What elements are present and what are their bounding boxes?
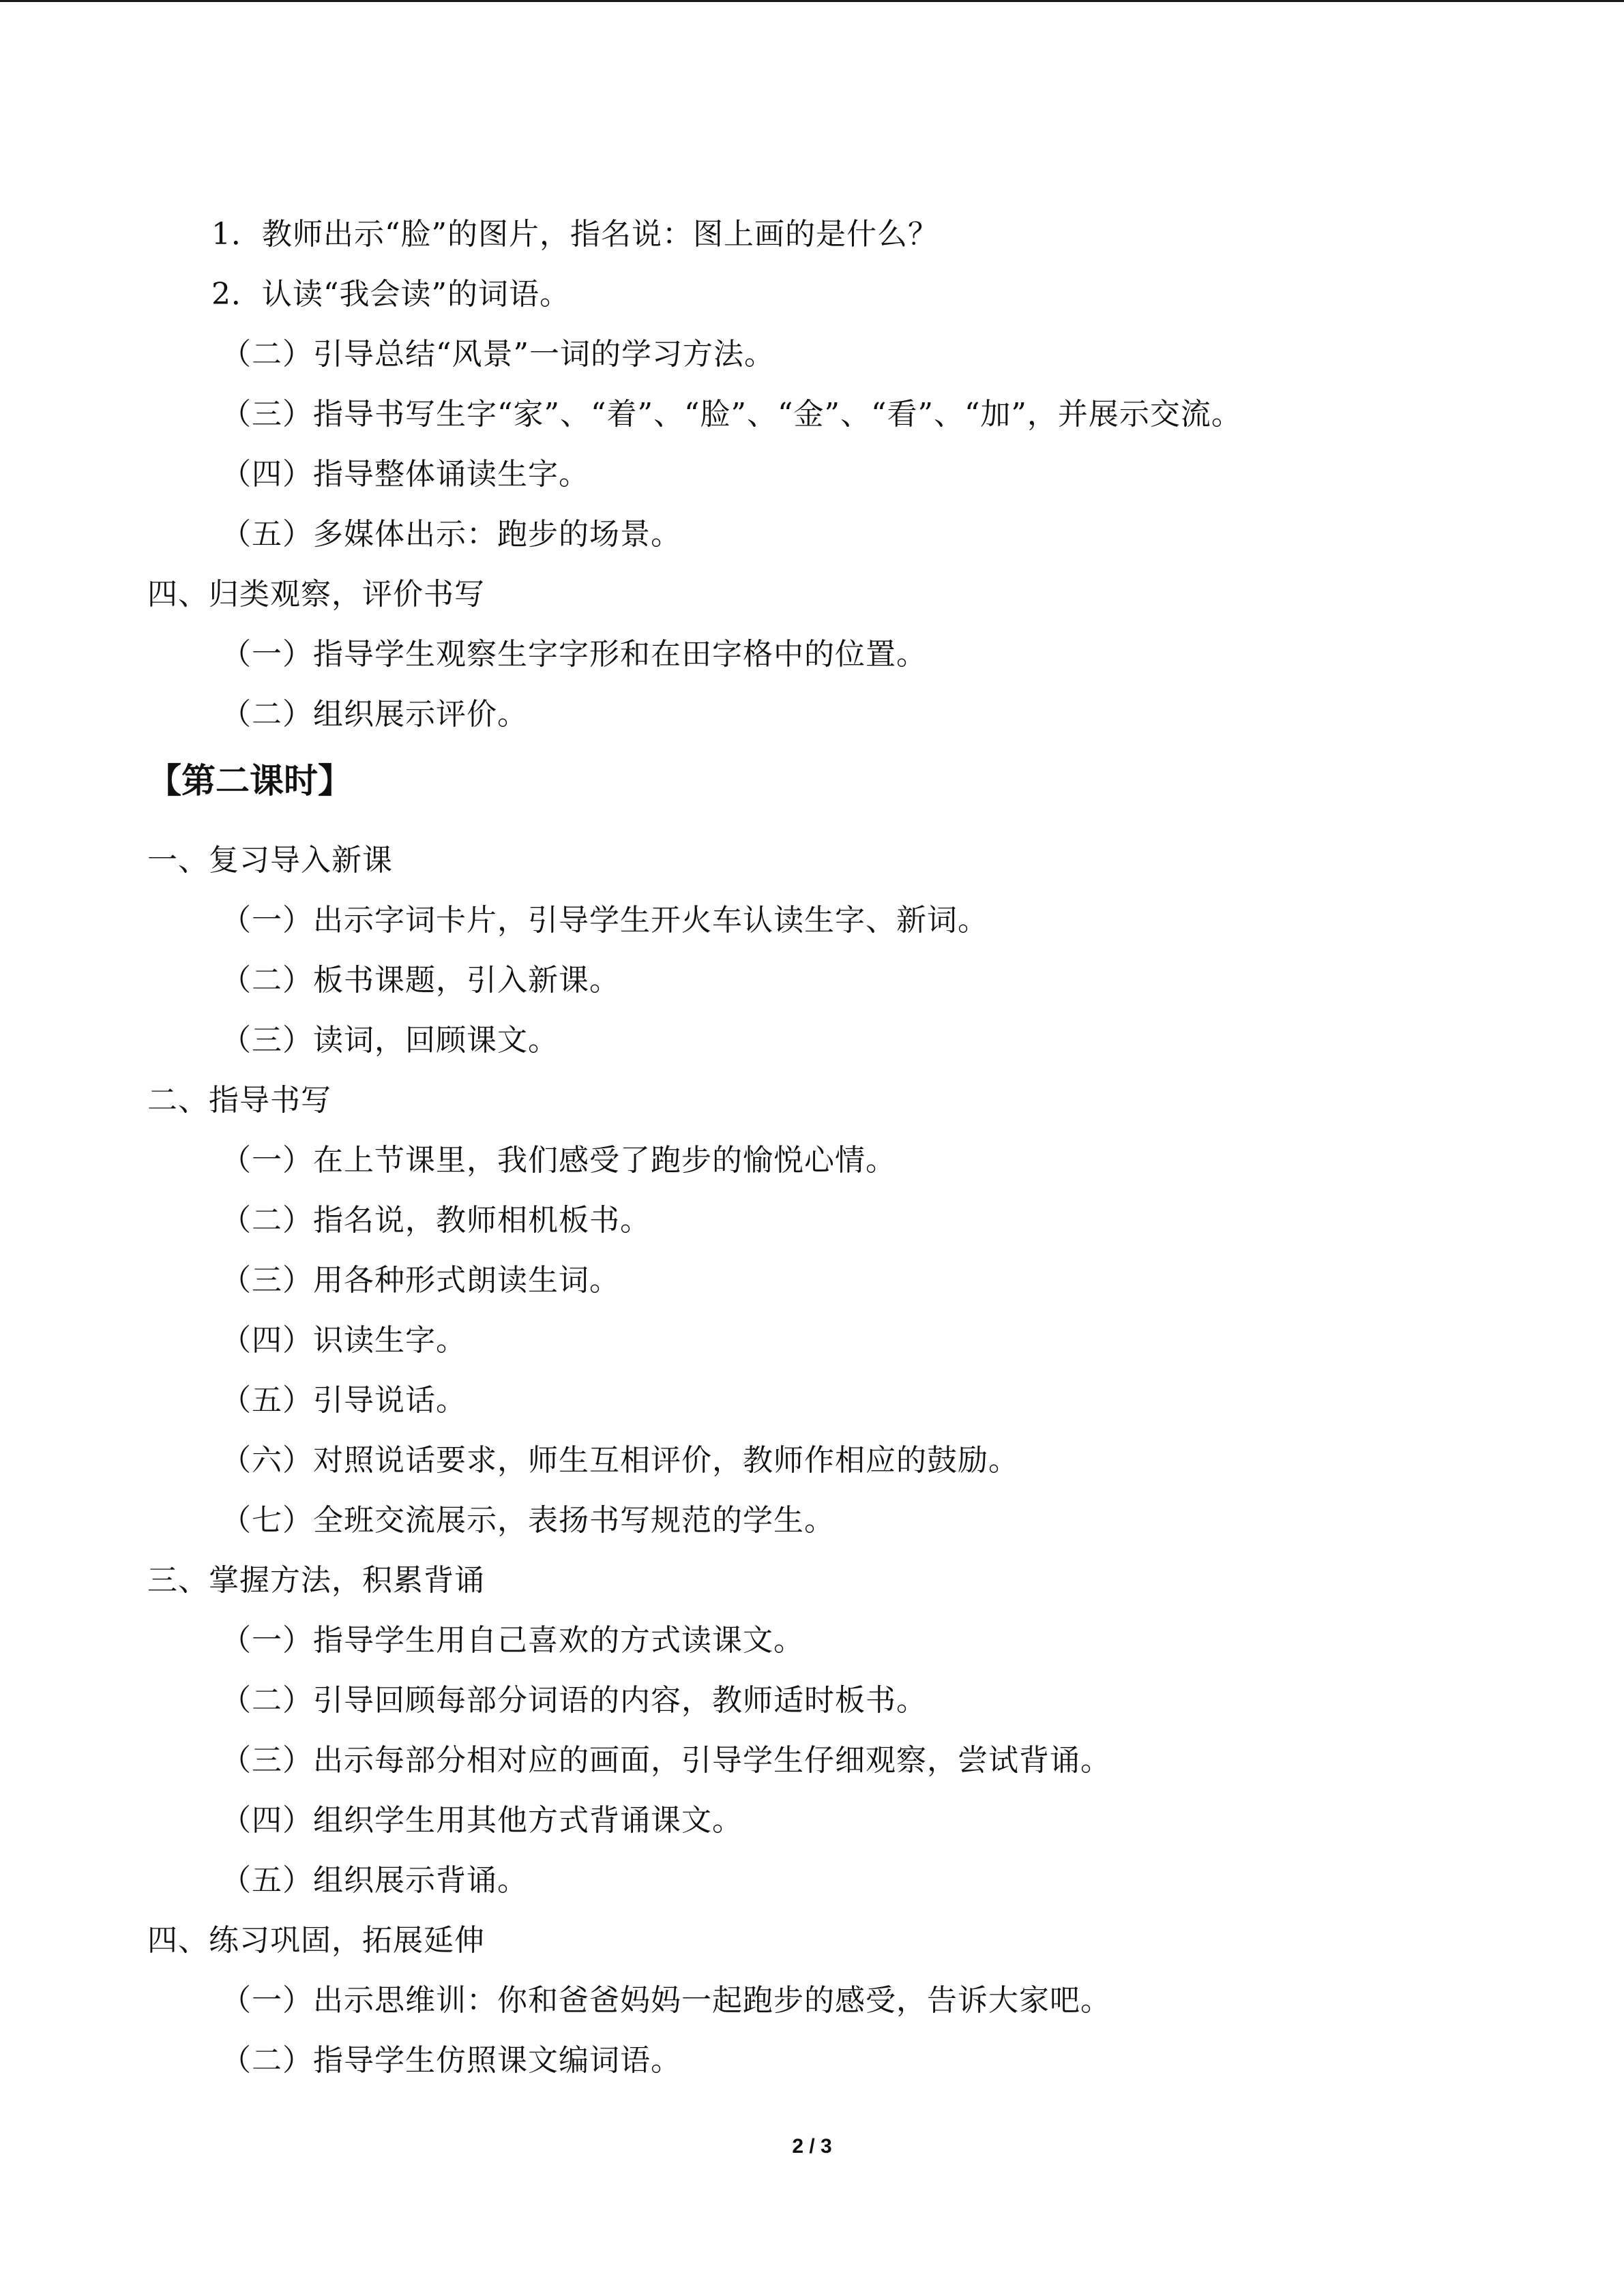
list-item: （二）引导总结“风景”一词的学习方法。 [221, 337, 775, 372]
list-item: （二）板书课题，引入新课。 [221, 963, 620, 998]
list-item: 1．教师出示“脸”的图片，指名说：图上画的是什么？ [211, 217, 939, 252]
section-title: 二、指导书写 [147, 1083, 331, 1118]
list-item: （三）读词，回顾课文。 [221, 1023, 559, 1058]
section-title: 四、练习巩固，拓展延伸 [147, 1923, 485, 1958]
list-item: （二）引导回顾每部分词语的内容，教师适时板书。 [221, 1683, 927, 1718]
list-item: （四）识读生字。 [221, 1323, 467, 1358]
lesson-heading: 【第二课时】 [147, 761, 352, 801]
list-item: （三）用各种形式朗读生词。 [221, 1263, 620, 1298]
list-item: （三）指导书写生字“家”、“着”、“脸”、“金”、“看”、“加”，并展示交流。 [221, 397, 1242, 432]
list-item: （五）引导说话。 [221, 1383, 467, 1418]
list-item: （四）指导整体诵读生字。 [221, 457, 589, 492]
list-item: （一）在上节课里，我们感受了跑步的愉悦心情。 [221, 1143, 896, 1178]
list-item: （五）组织展示背诵。 [221, 1863, 528, 1898]
list-item: （二）指名说，教师相机板书。 [221, 1203, 651, 1238]
page-number: 2 / 3 [792, 2135, 832, 2158]
section-title: 三、掌握方法，积累背诵 [147, 1563, 485, 1598]
list-item: （一）指导学生用自己喜欢的方式读课文。 [221, 1623, 804, 1658]
list-item: （一）出示思维训：你和爸爸妈妈一起跑步的感受，告诉大家吧。 [221, 1983, 1111, 2018]
list-item: （七）全班交流展示，表扬书写规范的学生。 [221, 1503, 835, 1538]
list-item: （二）组织展示评价。 [221, 697, 528, 732]
list-item: （五）多媒体出示：跑步的场景。 [221, 517, 681, 552]
page-top-border [0, 0, 1624, 2]
list-item: 2．认读“我会读”的词语。 [211, 277, 570, 312]
list-item: （三）出示每部分相对应的画面，引导学生仔细观察，尝试背诵。 [221, 1743, 1111, 1778]
list-item: （一）出示字词卡片，引导学生开火车认读生字、新词。 [221, 903, 988, 938]
section-title: 一、复习导入新课 [147, 843, 393, 878]
section-title: 四、归类观察，评价书写 [147, 577, 485, 612]
list-item: （一）指导学生观察生字字形和在田字格中的位置。 [221, 637, 927, 672]
list-item: （六）对照说话要求，师生互相评价，教师作相应的鼓励。 [221, 1443, 1019, 1478]
list-item: （二）指导学生仿照课文编词语。 [221, 2043, 681, 2078]
list-item: （四）组织学生用其他方式背诵课文。 [221, 1803, 743, 1838]
